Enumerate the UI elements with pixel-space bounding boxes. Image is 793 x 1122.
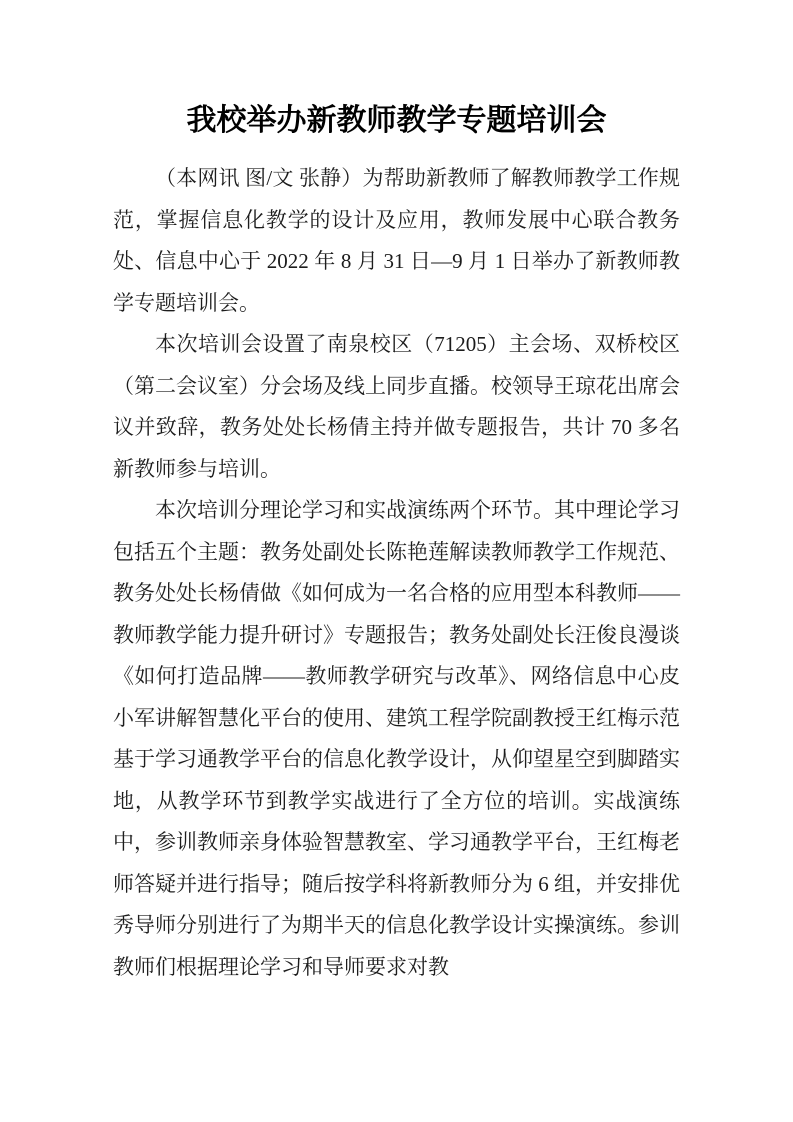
paragraph-intro: （本网讯 图/文 张静）为帮助新教师了解教师教学工作规范，掌握信息化教学的设计及应用，教师发展中心联合教务处、信息中心于 2022 年 8 月 31 日—9 月 1 日举办了新教师教学专题培训会。 xyxy=(113,166,680,315)
paragraph-venues: 本次培训会设置了南泉校区（71205）主会场、双桥校区（第二会议室）分会场及线上同步直播。校领导王琼花出席会议并致辞，教务处处长杨倩主持并做专题报告，共计 70 多名新教师参与培训。 xyxy=(113,332,680,481)
article-body xyxy=(113,158,680,988)
paragraph-training-details: 本次培训分理论学习和实战演练两个环节。其中理论学习包括五个主题：教务处副处长陈艳莲解读教师教学工作规范、教务处处长杨倩做《如何成为一名合格的应用型本科教师——教师教学能力提升研讨》专题报告；教务处副处长汪俊良漫谈《如何打造品牌——教师教学研究与改革》、网络信息中心皮小军讲解智慧化平台的使用、建筑工程学院副教授王红梅示范基于学习通教学平台的信息化教学设计，从仰望星空到脚踏实地，从教学环节到教学实战进行了全方位的培训。实战演练中，参训教师亲身体验智慧教室、学习通教学平台，王红梅老师答疑并进行指导；随后按学科将新教师分为 6 组，并安排优秀导师分别进行了为期半天的信息化教学设计实操演练。参训教师们根据理论学习和导师要求对教 xyxy=(113,498,680,979)
article-title: 我校举办新教师教学专题培训会 xyxy=(186,104,607,137)
